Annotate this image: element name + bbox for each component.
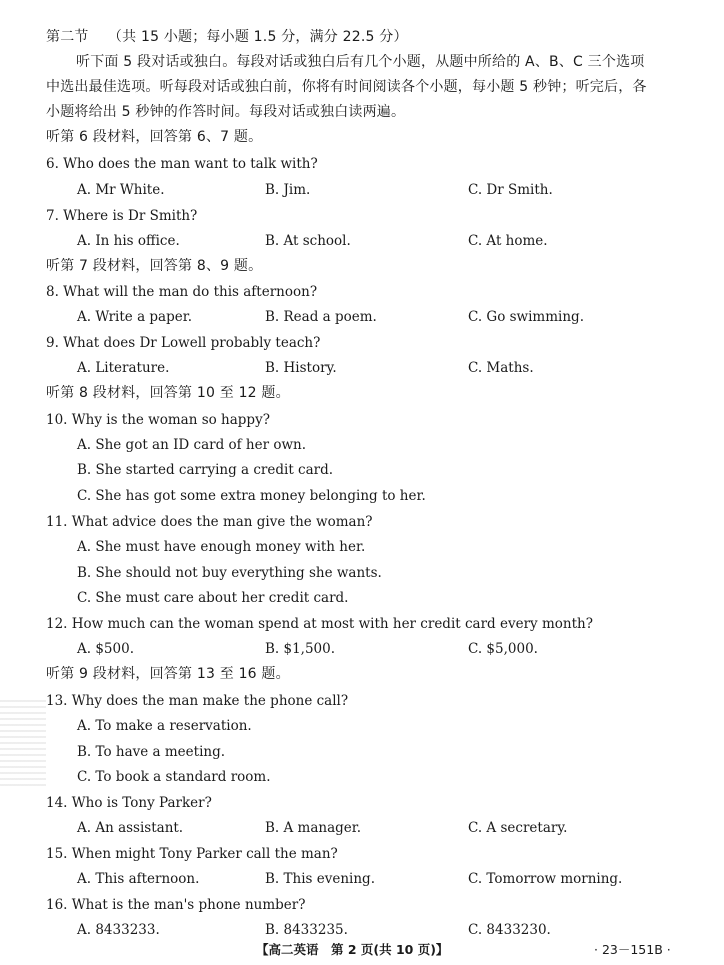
option-c: C. Dr Smith. (468, 182, 553, 198)
option-c: C. Go swimming. (468, 309, 584, 325)
option-c: C. She must care about her credit card. (77, 590, 349, 606)
option-b: B. To have a meeting. (77, 744, 226, 760)
instruction-line-3: 小题将给出 5 秒钟的作答时间。每段对话或独白读两遍。 (46, 104, 406, 120)
option-b: B. She started carrying a credit card. (77, 462, 334, 478)
question-stem: 15. When might Tony Parker call the man? (46, 846, 338, 862)
question-stem: 6. Who does the man want to talk with? (46, 156, 318, 172)
option-b: B. A manager. (265, 820, 362, 836)
option-a: A. To make a reservation. (77, 718, 252, 734)
group-heading: 听第 6 段材料，回答第 6、7 题。 (46, 129, 263, 145)
option-a: A. $500. (77, 641, 134, 657)
option-b: B. 8433235. (265, 922, 348, 938)
section-info: （共 15 小题；每小题 1.5 分，满分 22.5 分） (107, 29, 408, 45)
option-b: B. This evening. (265, 871, 375, 887)
question-stem: 8. What will the man do this afternoon? (46, 284, 318, 300)
option-c: C. To book a standard room. (77, 769, 271, 785)
question-stem: 14. Who is Tony Parker? (46, 795, 212, 811)
option-b: B. She should not buy everything she wants. (77, 565, 382, 581)
option-a: A. 8433233. (77, 922, 160, 938)
question-stem: 11. What advice does the man give the woman? (46, 514, 373, 530)
option-c: C. Maths. (468, 360, 534, 376)
question-stem: 12. How much can the woman spend at most with her credit card every month? (46, 616, 593, 632)
option-c: C. She has got some extra money belonging to her. (77, 488, 426, 504)
page-code: · 23－151B · (594, 942, 671, 957)
option-b: B. At school. (265, 233, 351, 249)
option-c: C. A secretary. (468, 820, 568, 836)
question-stem: 13. Why does the man make the phone call? (46, 693, 349, 709)
option-b: B. Read a poem. (265, 309, 377, 325)
section-title: 第二节 (46, 29, 89, 45)
page-footer-label: 【高二英语 第 2 页(共 10 页)】 (256, 942, 449, 957)
scan-smudge (0, 700, 46, 790)
option-b: B. History. (265, 360, 337, 376)
question-stem: 10. Why is the woman so happy? (46, 412, 270, 428)
option-b: B. $1,500. (265, 641, 336, 657)
question-stem: 7. Where is Dr Smith? (46, 208, 198, 224)
question-stem: 9. What does Dr Lowell probably teach? (46, 335, 321, 351)
option-a: A. Write a paper. (77, 309, 193, 325)
option-c: C. 8433230. (468, 922, 551, 938)
option-a: A. Mr White. (77, 182, 165, 198)
option-c: C. At home. (468, 233, 548, 249)
option-c: C. $5,000. (468, 641, 538, 657)
group-heading: 听第 8 段材料，回答第 10 至 12 题。 (46, 385, 290, 401)
group-heading: 听第 7 段材料，回答第 8、9 题。 (46, 258, 263, 274)
question-stem: 16. What is the man's phone number? (46, 897, 306, 913)
instruction-line-1: 听下面 5 段对话或独白。每段对话或独白后有几个小题，从题中所给的 A、B、C 三个选项 (76, 54, 645, 70)
option-a: A. She must have enough money with her. (77, 539, 366, 555)
option-a: A. She got an ID card of her own. (77, 437, 307, 453)
group-heading: 听第 9 段材料，回答第 13 至 16 题。 (46, 666, 290, 682)
option-c: C. Tomorrow morning. (468, 871, 623, 887)
option-a: A. An assistant. (77, 820, 184, 836)
instruction-line-2: 中选出最佳选项。听每段对话或独白前，你将有时间阅读各个小题，每小题 5 秒钟；听完后，各 (46, 79, 647, 95)
option-a: A. Literature. (77, 360, 170, 376)
option-a: A. This afternoon. (77, 871, 200, 887)
option-a: A. In his office. (77, 233, 180, 249)
option-b: B. Jim. (265, 182, 311, 198)
section-header (46, 28, 408, 46)
